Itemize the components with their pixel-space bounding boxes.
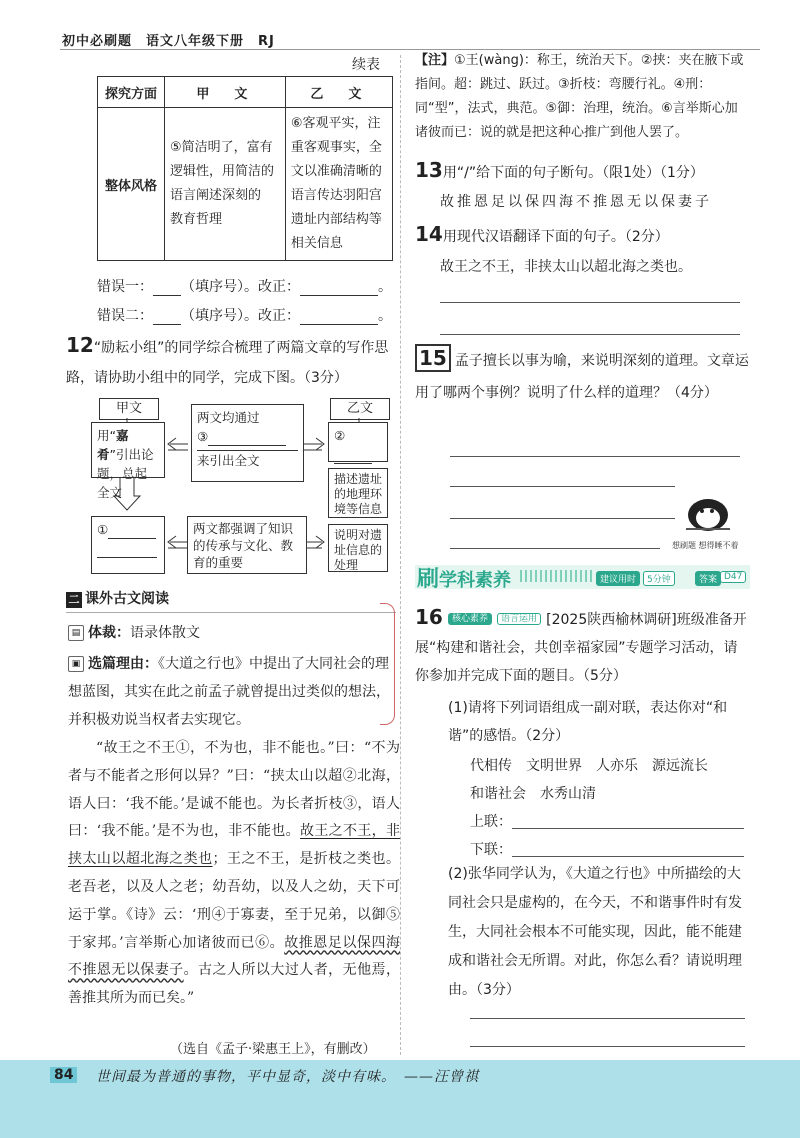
q15-text: 孟子擅长以事为喻，来说明深刻的道理。文章运用了哪两个事例？说明了什么样的道理？（4分）	[415, 353, 749, 401]
q14-answer-line-1[interactable]	[440, 302, 740, 303]
section-2-title-text: 课外古文阅读	[85, 591, 169, 607]
table-cell-yi	[285, 108, 392, 261]
question-13	[415, 158, 750, 187]
reason-icon: ▣	[68, 656, 84, 672]
mascot-penguin-icon	[678, 487, 738, 537]
flow-left3-marker: ①	[97, 522, 109, 537]
passage-part-3: ；王之不王，是折枝之类也。老吾老，以及人之老；幼吾幼，以及人之幼，天下可运于掌。《诗》云：‘刑④于寡妻，至于兄弟，以御⑤于家邦。’言举斯心加诸彼而已⑥。	[68, 851, 401, 951]
q15-answer-line-4[interactable]	[450, 548, 660, 549]
flow-right-box-1	[328, 422, 388, 462]
error-two-end: 。	[378, 308, 392, 324]
q15-answer-line-3[interactable]	[450, 518, 675, 519]
q16-sub1: (1)请将下列词语组成一副对联，表达你对“和谐”的感悟。（2分）	[448, 700, 728, 744]
notes-label: 【注】	[415, 53, 455, 68]
q15-answer-line-2[interactable]	[450, 486, 675, 487]
q16-upper-label: 上联：	[470, 814, 512, 830]
error-one-correction-blank[interactable]	[300, 295, 378, 296]
banner-stripes	[520, 570, 594, 582]
genre-value: 语录体散文	[130, 625, 200, 641]
q12-number: 12	[66, 333, 94, 357]
answer-page: D47	[720, 571, 746, 583]
brush-title-text: 学科素养	[439, 570, 512, 591]
flow-right1-marker: ②	[334, 428, 346, 443]
error-two-fill-label: （填序号）。改正：	[181, 308, 300, 324]
question-14	[415, 222, 750, 251]
passage-wavy-sentence: 故推恩足以保四海不推恩无以保妻子	[68, 934, 401, 979]
classical-passage	[68, 735, 400, 1013]
flow-right-box-3: 说明对遗址信息的处理	[328, 524, 388, 572]
q16-tag-language: 语言运用	[497, 613, 541, 625]
answer-label: 答案	[695, 571, 721, 586]
q16-text: [2025陕西榆林调研]班级准备开展“构建和谐社会，共创幸福家园”专题学习活动，请你参加并完成下面的题目。（5分）	[415, 612, 747, 684]
reason-text: 《大道之行也》中提出了大同社会的理想蓝图，其实在此之前孟子就曾提出过类似的想法，并积极劝说当权者去实现它。	[68, 656, 390, 728]
error-one-fill-label: （填序号）。改正：	[181, 279, 300, 295]
q16-sub2: (2)张华同学认为，《大道之行也》中所描绘的大同社会只是虚构的，在今天，不和谐事件时有发生，大同社会根本不可能实现，因此，能不能建成和谐社会无所谓。对此，你怎么看？请说明理由。（3分）	[448, 866, 742, 998]
jia-style-text: ⑤简洁明了，富有 逻辑性，用简洁的 语言阐述深刻的 教育哲理	[170, 140, 275, 227]
page-header: 初中必刷题 语文八年级下册 RJ	[62, 34, 275, 49]
flow-mid-box-3: 两文都强调了知识的传承与文化、教育的重要	[187, 516, 307, 574]
passage-part-5: 。古之人所以大过人者，无他焉，善推其所为而已矣。”	[68, 962, 401, 1007]
table-row-label: 整体风格	[98, 108, 165, 261]
genre-icon: ▤	[68, 625, 84, 641]
flow-mid1-line-a: 两文均通过	[197, 410, 260, 425]
q16-number: 16	[415, 605, 443, 629]
error-two-number-blank[interactable]	[153, 324, 181, 325]
error-two-correction-blank[interactable]	[300, 324, 378, 325]
time-value: 5分钟	[643, 571, 675, 586]
flow-blank-1b[interactable]	[97, 557, 157, 558]
q16-lower-label: 下联：	[470, 842, 512, 858]
q14-text: 用现代汉语翻译下面的句子。（2分）	[442, 229, 669, 245]
table-continued-label: 续表	[352, 57, 380, 73]
subject-literacy-title	[417, 562, 511, 593]
q16-answer-line-2[interactable]	[470, 1046, 745, 1047]
q16-answer-line-1[interactable]	[470, 1018, 745, 1019]
flow-blank-2[interactable]	[334, 463, 372, 464]
q16-tag-core: 核心素养	[448, 613, 492, 625]
flow-mid1-marker: ③	[197, 429, 209, 444]
q16-lower-couplet-input[interactable]	[512, 856, 744, 857]
flow-left1-text-b: ”引出论题，总起全文	[97, 447, 154, 500]
selection-reason	[68, 650, 396, 734]
q12-text: “励耘小组”的同学综合梳理了两篇文章的写作思路，请协助小组中的同学，完成下图。（3分）	[66, 340, 389, 386]
section-rule	[66, 612, 396, 613]
section-2-mark: 二	[66, 592, 82, 608]
section-2-title	[66, 588, 169, 608]
table-header-aspect: 探究方面	[98, 77, 165, 108]
q15-number: 15	[415, 344, 451, 372]
flow-blank-3[interactable]	[208, 445, 286, 446]
q13-text: 用“/”给下面的句子断句。（限1处）（1分）	[442, 165, 704, 181]
comparison-table	[97, 76, 393, 261]
yi-style-text: ⑥客观平实，注 重客观事实，全 文以准确清晰的 语言传达羽阳宫 遗址内部结构等 相关信息	[290, 116, 382, 251]
flow-jia-title: 甲文	[99, 398, 159, 420]
flow-left1-text-a: 用“	[97, 428, 116, 443]
genre-line	[68, 622, 200, 642]
brush-char: 刷	[417, 567, 440, 592]
flow-yi-title: 乙文	[330, 398, 390, 420]
page-number: 84	[50, 1067, 77, 1083]
genre-label: 体裁：	[88, 625, 130, 641]
reason-bracket	[380, 603, 395, 725]
mascot-caption: 想刷题 想得睡不着	[672, 541, 739, 550]
q15-answer-line-1[interactable]	[450, 456, 740, 457]
question-16	[415, 605, 750, 690]
question-15	[415, 345, 750, 409]
passage-part-1: “故王之不王①，不为也，非不能也。”曰：“不为者与不能者之形何以异？”曰：“挟太山以超②北海，语人曰：‘我不能。’是诚不能也。为长者折枝③，语人曰：‘我不能。’是不为也，非不能也。	[68, 740, 400, 840]
passage-underlined-sentence: 故王之不王，非挟太山以超北海之类也	[68, 823, 401, 868]
error-two-line	[97, 305, 392, 325]
q14-sentence: 故王之不王，非挟太山以超北海之类也。	[440, 259, 692, 275]
error-two-label: 错误二：	[97, 308, 153, 324]
table-header-jia: 甲 文	[165, 77, 286, 108]
flow-right-box-2: 描述遗址的地理环境等信息	[328, 468, 388, 518]
flow-mid1-line-c: 来引出全文	[197, 450, 298, 470]
annotation-notes	[415, 49, 750, 145]
flow-left-box-1	[91, 422, 165, 500]
table-header-yi: 乙 文	[285, 77, 392, 108]
flow-left-box-3	[91, 516, 165, 574]
notes-text: ①王(wàng)：称王，统治天下。②挟：夹在腋下或指间。超：跳过、跃过。③折枝：弯腰行礼。④刑：同“型”，法式，典范。⑤御：治理，统治。⑥言举斯心加诸彼而已：说的就是把这种心推广到他人罢了。	[415, 53, 744, 140]
passage-source: （选自《孟子·梁惠王上》，有删改）	[170, 1042, 376, 1057]
q16-word-list-2: 和谐社会 水秀山清	[470, 786, 596, 802]
error-one-label: 错误一：	[97, 279, 153, 295]
table-cell-jia	[165, 108, 286, 261]
error-one-number-blank[interactable]	[153, 295, 181, 296]
q16-upper-couplet-input[interactable]	[512, 828, 744, 829]
footer-motto: 世间最为普通的事物，平中显奇，淡中有味。 ——汪曾祺	[96, 1069, 479, 1085]
reason-label: 选篇理由：	[88, 656, 158, 672]
q16-word-list-1: 代相传 文明世界 人亦乐 源远流长	[470, 758, 708, 774]
flow-left1-keyword: 嘉肴	[97, 428, 129, 462]
time-label: 建议用时	[596, 571, 640, 586]
q14-answer-line-2[interactable]	[440, 334, 740, 335]
error-one-end: 。	[378, 279, 392, 295]
question-12	[66, 333, 396, 393]
error-one-line	[97, 276, 392, 296]
q14-number: 14	[415, 222, 443, 246]
flow-mid-box-1	[191, 404, 304, 482]
q13-sentence: 故推恩足以保四海不推恩无以保妻子	[440, 194, 712, 210]
q13-number: 13	[415, 158, 443, 182]
column-divider	[400, 55, 401, 1055]
